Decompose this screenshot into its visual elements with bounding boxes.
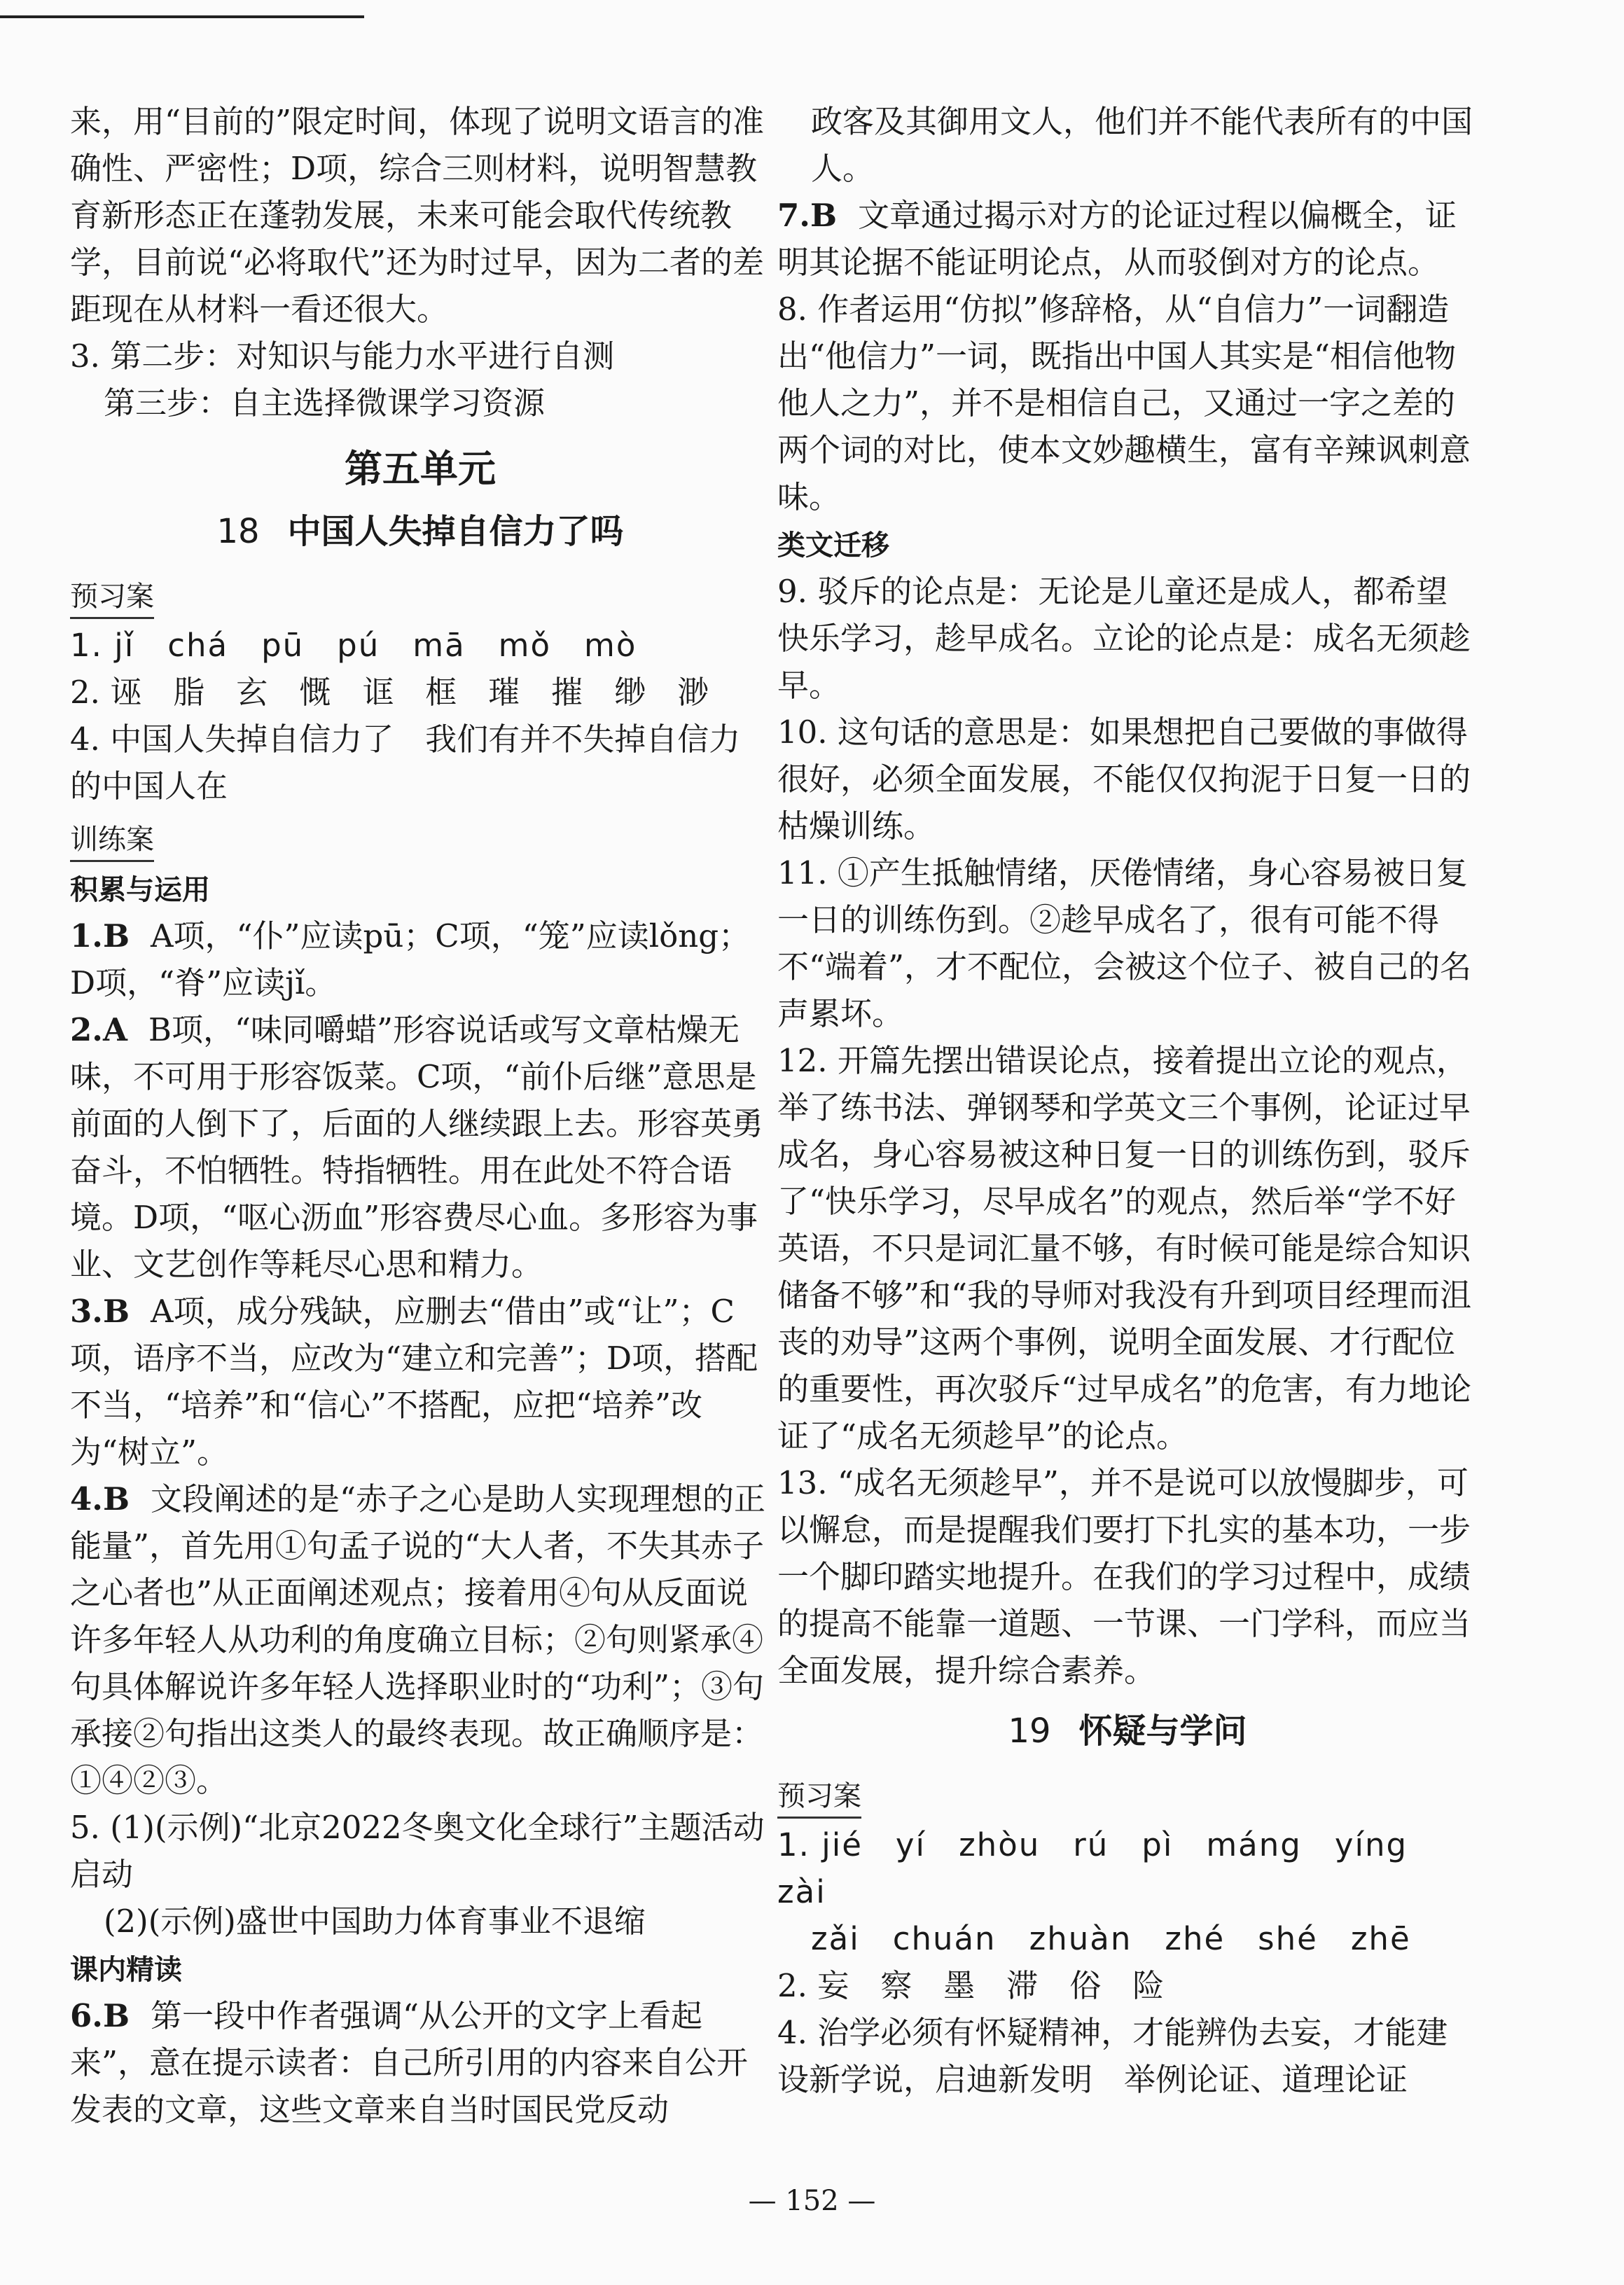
answer-9: 9. 驳斥的论点是：无论是儿童还是成人，都希望快乐学习，趁早成名。立论的论点是：成名无须趁早。 [777, 573, 1471, 704]
preview-answer-1: 1. jǐ chá pū pú mā mǒ mò [70, 627, 637, 664]
lesson-number: 18 [216, 512, 260, 551]
answer-11: 11. ①产生抵触情绪，厌倦情绪，身心容易被日复一日的训练伤到。②趁早成名了，很有可能不得不“端着”，才不配位，会被这个位子、被自己的名声累坏。 [777, 854, 1472, 1032]
answer-13: 13. “成名无须趁早”，并不是说可以放慢脚步，可以懈怠，而是提醒我们要打下扎实的基本功，一步一个脚印踏实地提升。在我们的学习过程中，成绩的提高不能靠一道题、一节课、一门学科，而应当全面发展，提升综合素养。 [777, 1464, 1471, 1689]
answer-key: 7.B [777, 197, 838, 234]
answer-10: 10. 这句话的意思是：如果想把自己要做的事做得很好，必须全面发展，不能仅仅拘泥于日复一日的枯燥训练。 [777, 714, 1471, 845]
lesson-title: 怀疑与学问 [1078, 1711, 1247, 1751]
answer-3-step2: 3. 第二步：对知识与能力水平进行自测 [70, 338, 615, 375]
answer-key: 2.A [70, 1011, 127, 1048]
section-heading: 类文迁移 [777, 529, 889, 562]
answer-5-part1: 5. (1)(示例)“北京2022冬奥文化全球行”主题活动启动 [70, 1809, 765, 1893]
section-heading: 积累与运用 [70, 874, 210, 906]
answer-2 [70, 1006, 770, 1288]
answer-3 [70, 1288, 770, 1475]
preview-answer-4: 4. 中国人失掉自信力了 我们有并不失掉自信力的中国人在 [70, 721, 741, 805]
answer-5-part2: (2)(示例)盛世中国助力体育事业不退缩 [104, 1903, 646, 1940]
page-number: — 152 — [748, 2185, 876, 2217]
preview-answer-4: 4. 治学必须有怀疑精神，才能辨伪去妄，才能建设新学说，启迪新发明 举例论证、道理论证 [777, 2014, 1448, 2098]
lesson-18-heading [70, 504, 770, 553]
preview-answer-2: 2. 诬 脂 玄 慨 诓 框 璀 摧 缈 渺 [70, 674, 709, 711]
left-column [70, 98, 770, 2133]
lesson-19-heading [777, 1704, 1478, 1752]
answer-3-step3: 第三步：自主选择微课学习资源 [104, 384, 546, 422]
unit-title: 第五单元 [345, 447, 496, 491]
answer-6 [70, 1992, 770, 2133]
preview-tag: 预习案 [70, 576, 154, 619]
answer-8: 8. 作者运用“仿拟”修辞格，从“自信力”一词翻造出“他信力”一词，既指出中国人其实是“相信他物他人之力”，并不是相信自己，又通过一字之差的两个词的对比，使本文妙趣横生，富有辛辣讽刺意味。 [777, 291, 1471, 515]
preview-answer-1-cont: zǎi chuán zhuàn zhé shé zhē [811, 1920, 1411, 1957]
top-rule [0, 15, 364, 18]
answer-6-continued: 政客及其御用文人，他们并不能代表所有的中国人。 [811, 103, 1473, 187]
answer-4 [70, 1475, 770, 1804]
answer-text: A项，“仆”应读pū；C项，“笼”应读lǒng；D项，“脊”应读jǐ。 [70, 917, 751, 1001]
right-column [777, 98, 1478, 2103]
answer-key: 4.B [70, 1480, 130, 1517]
answer-1 [70, 912, 770, 1006]
answer-key: 1.B [70, 917, 130, 954]
continued-answer: 来，用“目前的”限定时间，体现了说明文语言的准确性、严密性；D项，综合三则材料，说明智慧教育新形态正在蓬勃发展，未来可能会取代传统教学，目前说“必将取代”还为时过早，因为二者的差距现在从材料一看还很大。 [70, 103, 765, 328]
lesson-number: 19 [1008, 1711, 1051, 1751]
answer-text: B项，“味同嚼蜡”形容说话或写文章枯燥无味，不可用于形容饭菜。C项，“前仆后继”意思是前面的人倒下了，后面的人继续跟上去。形容英勇奋斗，不怕牺牲。特指牺牲。用在此处不符合语境。D项，“呕心沥血”形容费尽心血。多形容为事业、文艺创作等耗尽心思和精力。 [70, 1011, 764, 1283]
training-tag: 训练案 [70, 819, 154, 862]
answer-7 [777, 192, 1478, 286]
section-heading: 课内精读 [70, 1954, 182, 1986]
answer-text: 第一段中作者强调“从公开的文字上看起来”，意在提示读者：自己所引用的内容来自公开发表的文章，这些文章来自当时国民党反动 [70, 1997, 749, 2128]
answer-text: 文章通过揭示对方的论证过程以偏概全，证明其论据不能证明论点，从而驳倒对方的论点。 [777, 197, 1457, 281]
answer-key: 3.B [70, 1293, 130, 1330]
lesson-title: 中国人失掉自信力了吗 [287, 512, 624, 551]
answer-key: 6.B [70, 1997, 130, 2034]
answer-12: 12. 开篇先摆出错误论点，接着提出立论的观点，举了练书法、弹钢琴和学英文三个事例，论证过早成名，身心容易被这种日复一日的训练伤到，驳斥了“快乐学习，尽早成名”的观点，然后举“学不好英语，不只是词汇量不够，有时候可能是综合知识储备不够”和“我的导师对我没有升到项目经理而沮丧的劝导”这两个事例，说明全面发展、才行配位的重要性，再次驳斥“过早成名”的危害，有力地论证了“成名无须趁早”的论点。 [777, 1042, 1472, 1454]
answer-text: A项，成分残缺，应删去“借由”或“让”；C项，语序不当，应改为“建立和完善”；D项，搭配不当，“培养”和“信心”不搭配，应把“培养”改为“树立”。 [70, 1293, 758, 1471]
preview-answer-2: 2. 妄 察 墨 滞 俗 险 [777, 1967, 1165, 2004]
preview-answer-1: 1. jié yí zhòu rú pì máng yíng zài [777, 1826, 1441, 1910]
answer-text: 文段阐述的是“赤子之心是助人实现理想的正能量”，首先用①句孟子说的“大人者，不失其赤子之心者也”从正面阐述观点；接着用④句从反面说许多年轻人从功利的角度确立目标；②句则紧承④句具体解说许多年轻人选择职业时的“功利”；③句承接②句指出这类人的最终表现。故正确顺序是：①④②③。 [70, 1480, 766, 1799]
preview-tag: 预习案 [777, 1776, 861, 1819]
